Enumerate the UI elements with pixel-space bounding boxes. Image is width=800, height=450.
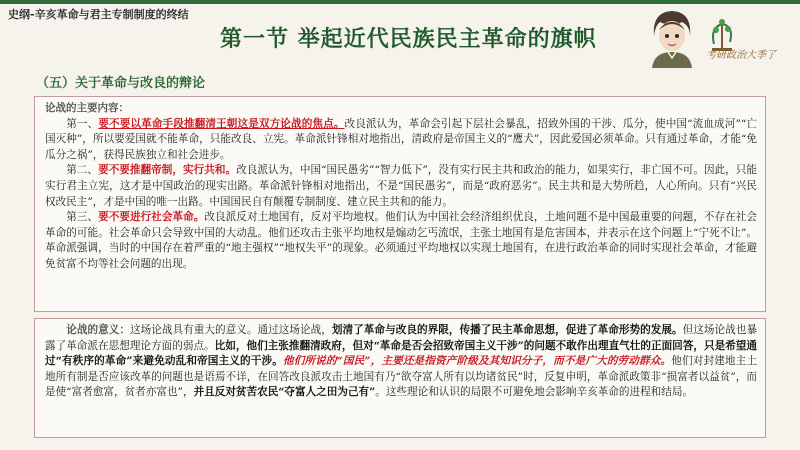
page-title: 第一节 举起近代民族民主革命的旗帜 [220,27,597,52]
significance-red-1: 他们所说的“国民”，主要还是指资产阶级及其知识分子，而不是广大的劳动群众。 [282,355,672,368]
debate-content-box [34,96,766,312]
debate-point-2 [45,163,757,210]
significance-header: 论战的意义： [66,324,130,336]
point-1-lead: 第一、 [66,117,99,130]
point-2-body: 改良派认为，中国“国民愚劣”“智力低下”，没有实行民主共和政治的能力，如果实行，非亡国不可。因此，只能实行君主立宪，这才是中国政治的现实出路。革命派针锋相对地指出，不是“国民愚劣”，而是“政府恶劣”。民主共和是大势所趋，人心所向。只有“兴民权改民主”，才是中国的唯一出路。中国国民自有颠覆专制制度、建立民主共和的能力。 [45,164,758,208]
point-3-key: 要不要进行社会革命。 [98,211,205,224]
significance-bold-3: 并且反对贫苦农民“夺富人之田为己有” [193,386,376,399]
significance-box [34,318,766,438]
significance-paragraph [45,323,757,401]
significance-bold-1: 划清了革命与改良的界限，传播了民主革命思想，促进了革命形势的发展。 [331,324,683,336]
section-title: （五）关于革命与改良的辩论 [36,76,206,91]
point-3-lead: 第三、 [66,211,99,224]
significance-bold-2: 比如，他们主张推翻清政府，但对“革命是否会招致帝国主义干涉”的问题不敢作出理直气壮的正面回答，只是希望通过“有秩序的革命”来避免动乱和帝国主义的干涉。 [45,339,758,368]
debate-point-1 [45,117,757,164]
significance-text-3: 他们对封建地主土地所有制是否应该改革的问题也是语焉不详，在回答改良派攻击土地国有乃“欲夺富人所有以均诸贫民”时，反复申明，革命派政策非“损富者以益贫”，而是使“富者愈富，贫者亦富也”， [45,355,758,399]
significance-text-1: 这场论战具有重大的意义。通过这场论战， [129,324,332,336]
point-2-key: 要不要推翻帝制，实行共和。 [98,164,237,177]
debate-point-3 [45,210,757,272]
top-accent-strip [0,0,800,4]
point-1-key: 要不要以革命手段推翻清王朝这是双方论战的焦点。 [98,117,345,130]
breadcrumb: 史纲-辛亥革命与君主专制制度的终结 [8,8,189,21]
point-1-body: 改良派认为，革命会引起下层社会暴乱，招致外国的干涉、瓜分，使中国“流血成河”“亡国灭种”，所以要爱国就不能革命，只能改良、立宪。革命派针锋相对地指出，清政府是帝国主义的“鹰犬”，因此爱国必须革命。只有通过革命，才能“免瓜分之祸”，获得民族独立和社会进步。 [45,117,758,161]
logo-text: 考研政治大季了 [706,50,776,61]
teacher-avatar-icon [646,6,698,68]
debate-header: 论战的主要内容： [45,102,129,114]
significance-text-2: 但这场论战也暴露了革命派在思想理论方面的弱点。 [45,324,758,352]
point-3-body: 改良派反对土地国有，反对平均地权。他们认为中国社会经济组织优良，土地问题不是中国最重要的问题，不存在社会革命的可能。社会革命只会导致中国的大动乱。他们还攻击主张平均地权是煽动乞丐流氓，主张土地国有是危害国本，并表示在这个问题上“宁死不让”。革命派强调，当时的中国存在着严重的“地主强权”“地权失平”的现象。必须通过平均地权以实现土地国有，在进行政治革命的同时实现社会革命，才能避免贫富不均等社会问题的出现。 [45,211,758,270]
significance-text-4: 。这些理论和认识的局限不可避免地会影响辛亥革命的进程和结局。 [375,386,694,399]
point-2-lead: 第二、 [66,164,99,177]
